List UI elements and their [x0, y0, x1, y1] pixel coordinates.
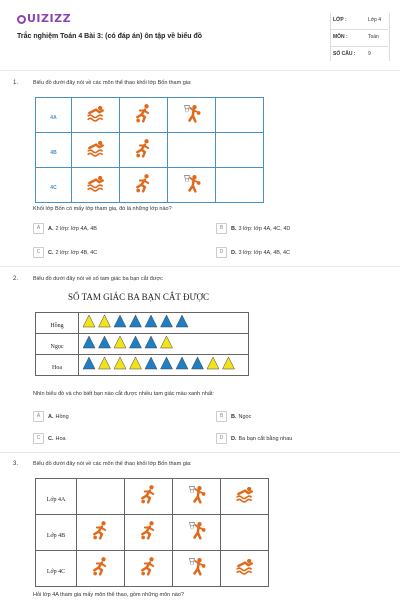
meta-row-class [330, 13, 388, 30]
logo-q-mark [17, 15, 26, 24]
option-letter-box: B [216, 411, 227, 422]
q2-triangle-chart [35, 312, 249, 376]
triangle-blue [145, 336, 157, 348]
option-prefix: B. [231, 225, 237, 232]
chart-row [36, 479, 269, 515]
option-letter-box: A [33, 411, 44, 422]
triangle-yellow [161, 336, 173, 348]
triangle-blue [83, 336, 95, 348]
option-d[interactable] [216, 247, 290, 258]
triangle-blue [130, 336, 142, 348]
option-prefix: D. [231, 249, 237, 256]
running-icon [139, 556, 159, 576]
basketball-icon [182, 173, 202, 193]
page-title: Trắc nghiệm Toán 4 Bài 3: (có đáp án) ôn tập về biểu đồ [17, 33, 203, 40]
option-letter-box: B [216, 223, 227, 234]
question-text: Biểu đồ dưới đây nói về các môn thể thao khối lớp Bốn tham gia: [33, 80, 192, 86]
option-text: Hồng [55, 413, 69, 420]
running-icon [134, 173, 154, 193]
row-label: 4A [50, 115, 57, 121]
triangle-blue [176, 357, 188, 369]
triangle-row [82, 356, 242, 370]
question-subtext: Khối lớp Bốn có mấy lớp tham gia, đó là những lớp nào? [33, 206, 172, 212]
running-icon [139, 484, 159, 504]
option-text: 2 lớp: lớp 4B, 4C [55, 249, 98, 256]
running-icon [134, 138, 154, 158]
meta-value: Lớp 4 [368, 17, 382, 23]
triangle-yellow [130, 357, 142, 369]
chart-title: SỐ TAM GIÁC BA BẠN CẮT ĐƯỢC [68, 292, 209, 302]
question-subtext: Hỏi lớp 4A tham gia mấy môn thể thao, gồm những môn nào? [33, 592, 184, 598]
option-d[interactable] [216, 433, 292, 444]
question-number: 1. [13, 80, 19, 86]
row-label: Hoa [52, 365, 62, 371]
triangle-blue [161, 315, 173, 327]
option-letter-box: A [33, 223, 44, 234]
chart-row [36, 168, 264, 203]
option-letter-box: D [216, 247, 227, 258]
option-text: 3 lớp: lớp 4A, 4C, 4D [238, 225, 291, 232]
option-text: Ngọc [238, 413, 252, 420]
meta-key: MÔN : [333, 34, 348, 40]
option-letter-box: C [33, 247, 44, 258]
running-icon [134, 103, 154, 123]
option-prefix: C. [48, 249, 54, 256]
triangle-yellow [223, 357, 235, 369]
triangle-yellow [83, 315, 95, 327]
meta-value: 9 [368, 51, 371, 57]
triangle-yellow [99, 315, 111, 327]
swimming-icon [235, 556, 255, 576]
meta-value: Toán [368, 34, 379, 40]
chart-row [36, 355, 249, 376]
meta-key: SỐ CÂU : [333, 51, 356, 57]
option-c[interactable] [33, 247, 97, 258]
triangle-blue [99, 336, 111, 348]
option-prefix: D. [231, 435, 237, 442]
question-divider [0, 452, 400, 453]
option-b[interactable] [216, 411, 251, 422]
question-text: Biểu đồ dưới đây nói về các môn thể thao khối lớp Bốn tham gia: [33, 461, 192, 467]
option-prefix: A. [48, 225, 54, 232]
meta-row-subject [330, 30, 388, 47]
row-label: Hồng [50, 323, 64, 329]
option-prefix: A. [48, 413, 54, 420]
question-number: 2. [13, 276, 19, 282]
triangle-blue [114, 315, 126, 327]
swimming-icon [86, 103, 106, 123]
logo-text: UIZIZZ [27, 12, 72, 25]
chart-row [36, 515, 269, 551]
option-text: Ba bạn cắt bằng nhau [238, 435, 293, 442]
quizizz-logo [17, 12, 71, 25]
triangle-blue [176, 315, 188, 327]
option-text: 3 lớp: lớp 4A, 4B, 4C [238, 249, 291, 256]
swimming-icon [86, 173, 106, 193]
option-c[interactable] [33, 433, 66, 444]
chart-row [36, 313, 249, 334]
question-text: Biểu đồ dưới đây nói về số tam giác ba bạn cắt được [33, 276, 163, 282]
option-a[interactable] [33, 411, 69, 422]
triangle-yellow [99, 357, 111, 369]
row-label: Lớp 4C [46, 568, 66, 575]
header [0, 0, 400, 70]
row-label: Lớp 4A [46, 496, 66, 503]
running-icon [91, 520, 111, 540]
row-label: 4B [50, 150, 57, 156]
triangle-row [82, 335, 242, 349]
basketball-icon [187, 484, 207, 504]
triangle-blue [161, 357, 173, 369]
chart-row [36, 551, 269, 587]
option-b[interactable] [216, 223, 290, 234]
triangle-row [82, 314, 242, 328]
basketball-icon [187, 520, 207, 540]
question-divider [0, 266, 400, 267]
triangle-blue [145, 357, 157, 369]
triangle-yellow [207, 357, 219, 369]
row-label: 4C [50, 185, 57, 191]
q1-sport-chart [35, 97, 264, 203]
option-prefix: C. [48, 435, 54, 442]
option-text: Hoa [55, 435, 66, 442]
triangle-yellow [114, 336, 126, 348]
option-text: 2 lớp: lớp 4A, 4B [55, 225, 97, 232]
chart-row [36, 98, 264, 133]
option-letter-box: C [33, 433, 44, 444]
basketball-icon [187, 556, 207, 576]
question-number: 3. [13, 461, 19, 467]
running-icon [139, 520, 159, 540]
meta-key: LỚP : [333, 17, 347, 23]
triangle-blue [83, 357, 95, 369]
meta-row-count [330, 47, 388, 63]
triangle-blue [145, 315, 157, 327]
meta-table [330, 13, 388, 63]
row-label: Lớp 4B [46, 532, 66, 539]
swimming-icon [235, 484, 255, 504]
triangle-blue [192, 357, 204, 369]
chart-row [36, 334, 249, 355]
option-a[interactable] [33, 223, 97, 234]
swimming-icon [86, 138, 106, 158]
option-prefix: B. [231, 413, 237, 420]
triangle-yellow [114, 357, 126, 369]
chart-row [36, 133, 264, 168]
basketball-icon [182, 103, 202, 123]
q3-sport-chart [35, 478, 269, 587]
header-divider [0, 70, 400, 71]
triangle-blue [130, 315, 142, 327]
option-letter-box: D [216, 433, 227, 444]
question-subtext: Nhìn biểu đồ và cho biết bạn nào cắt được nhiều tam giác màu xanh nhất: [33, 391, 214, 397]
row-label: Ngọc [50, 344, 64, 350]
running-icon [91, 556, 111, 576]
